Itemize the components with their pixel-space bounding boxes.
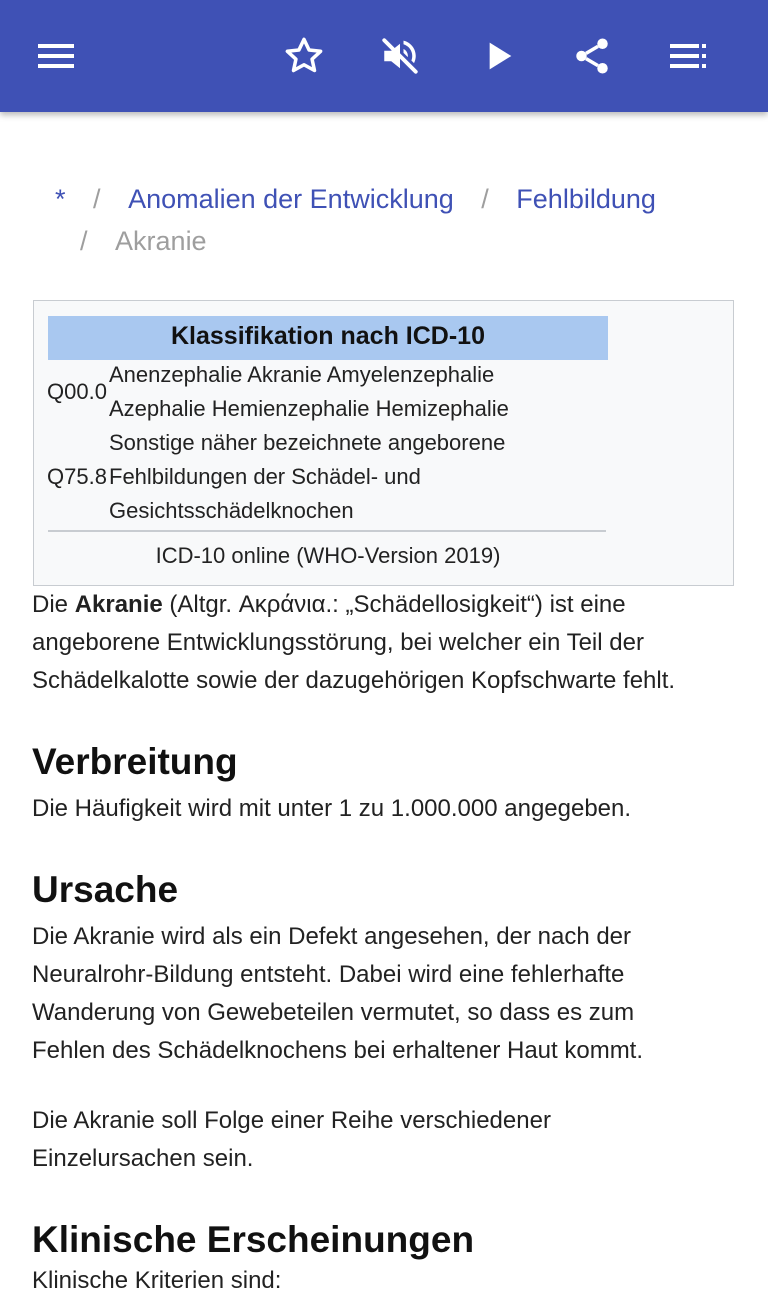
infobox-divider xyxy=(48,530,606,532)
breadcrumb-separator: / xyxy=(481,184,489,214)
icd10-online-link[interactable]: ICD-10 online (WHO-Version 2019) xyxy=(155,543,501,568)
paragraph-verbreitung: Die Häufigkeit wird mit unter 1 zu 1.000.000 angegeben. xyxy=(32,795,632,822)
menu-button[interactable] xyxy=(28,28,84,84)
mute-button[interactable] xyxy=(372,28,428,84)
infobox-title: Klassifikation nach ICD-10 xyxy=(48,316,608,360)
heading-verbreitung: Verbreitung xyxy=(32,741,238,782)
paragraph-ursache-2: Die Akranie soll Folge einer Reihe verschiedener Einzelursachen sein. xyxy=(32,1107,551,1172)
list-icon xyxy=(668,36,708,76)
star-outline-icon xyxy=(283,35,325,77)
icd-code: Q00.0 xyxy=(47,379,107,404)
breadcrumb-current: Akranie xyxy=(115,226,207,256)
breadcrumb-separator: / xyxy=(80,226,88,256)
volume-off-icon xyxy=(379,35,421,77)
play-icon xyxy=(478,36,518,76)
heading-ursache: Ursache xyxy=(32,869,179,910)
share-button[interactable] xyxy=(564,28,620,84)
icd-code: Q75.8 xyxy=(47,464,107,489)
hamburger-menu-icon xyxy=(36,36,76,76)
play-button[interactable] xyxy=(470,28,526,84)
app-toolbar xyxy=(0,0,768,112)
share-icon xyxy=(571,35,613,77)
icd-description: Anenzephalie Akranie Amyelenzephalie Azephalie Hemienzephalie Hemizephalie xyxy=(109,362,509,421)
heading-klinische-erscheinungen: Klinische Erscheinungen xyxy=(32,1219,475,1260)
icd-description: Sonstige näher bezeichnete angeborene Fehlbildungen der Schädel- und Gesichtsschädelknochen xyxy=(109,430,506,523)
breadcrumb-separator: / xyxy=(93,184,101,214)
intro-paragraph: Die Akranie (Altgr. Ακράνια.: „Schädellosigkeit“) ist eine angeborene Entwicklungsstörung, bei welcher ein Teil der Schädelkalotte sowie der dazugehörigen Kopfschwarte fehlt. xyxy=(32,591,676,694)
breadcrumb-link-anomalien[interactable]: Anomalien der Entwicklung xyxy=(128,184,454,214)
term-akranie: Akranie xyxy=(74,591,163,618)
breadcrumb-link-fehlbildung[interactable]: Fehlbildung xyxy=(516,184,656,214)
favorite-button[interactable] xyxy=(276,28,332,84)
toc-button[interactable] xyxy=(660,28,716,84)
paragraph-klinische-partial: Klinische Kriterien sind: xyxy=(32,1267,282,1294)
icd10-infobox xyxy=(33,300,734,586)
paragraph-ursache-1: Die Akranie wird als ein Defekt angesehen, der nach der Neuralrohr-Bildung entsteht. Dabei wird eine fehlerhafte Wanderung von Gewebeteilen vermutet, so dass es zum Fehlen des Schädelknochens bei erhaltener Haut kommt. xyxy=(32,923,644,1064)
breadcrumb-root-link[interactable]: * xyxy=(55,184,66,214)
